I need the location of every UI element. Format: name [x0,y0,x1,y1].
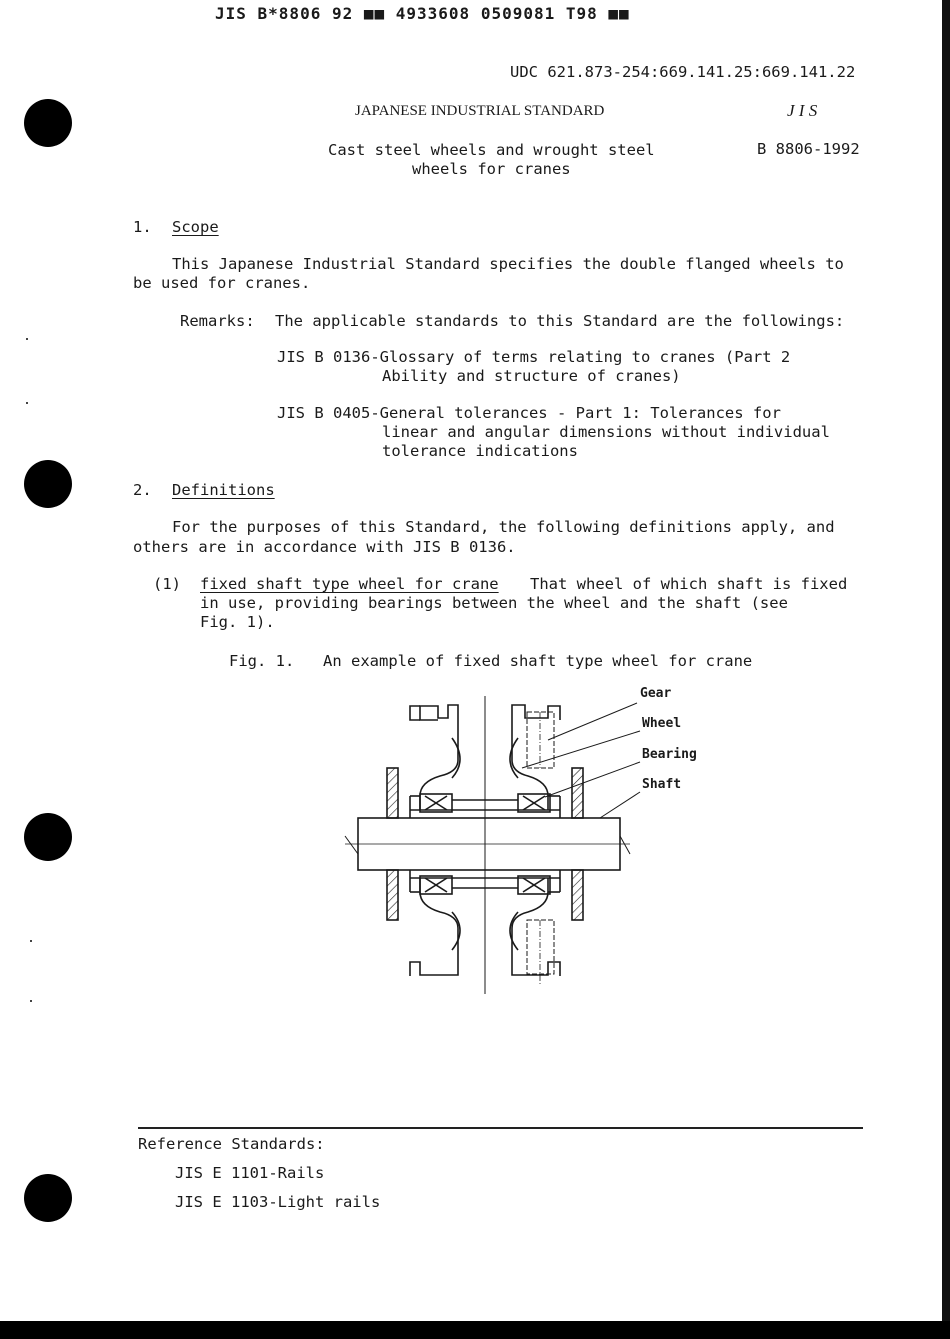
leader-shaft [600,792,640,818]
section-number: 2. [133,481,152,499]
scan-speck [26,338,28,340]
bearing [420,794,452,812]
reference-heading: Reference Standards: [138,1135,325,1153]
leader-wheel [522,731,640,768]
standard-number: B 8806-1992 [757,140,860,158]
remarks-text: The applicable standards to this Standard are the followings: [275,312,845,330]
section-heading: Definitions [172,481,275,499]
shaft [358,818,620,870]
figure-caption: An example of fixed shaft type wheel for crane [323,652,753,670]
paragraph-line: This Japanese Industrial Standard specifies the double flanged wheels to [172,255,844,273]
scan-speck [30,1000,32,1002]
wheel-upper-profile [420,705,458,810]
title-line-2: wheels for cranes [412,160,571,178]
side-plate-left [387,768,398,818]
scan-edge-bar [942,0,950,1339]
reference-item: JIS E 1101-Rails [175,1164,325,1182]
label-shaft: Shaft [642,777,682,792]
item-number: (1) [153,575,181,593]
leader-gear [548,703,637,740]
wheel-upper-profile [410,706,420,720]
punch-hole [24,99,72,147]
udc-number: UDC 621.873-254:669.141.25:669.141.22 [510,63,856,81]
title-line-1: Cast steel wheels and wrought steel [328,141,655,159]
label-gear: Gear [640,686,672,701]
definition-text: Fig. 1). [200,613,275,631]
definition-text: That wheel of which shaft is fixed [530,575,848,593]
section-heading: Scope [172,218,219,236]
wheel-lower-profile [410,878,458,976]
label-wheel: Wheel [642,716,682,731]
figure-number: Fig. 1. [229,652,295,670]
section-number: 1. [133,218,152,236]
bearing [518,876,550,894]
gear [527,920,554,974]
paragraph-line: be used for cranes. [133,274,311,292]
label-bearing: Bearing [642,747,697,762]
punch-hole [24,813,72,861]
scan-speck [30,940,32,942]
scan-code: JIS B*8806 92 ■■ 4933608 0509081 T98 ■■ [215,4,630,23]
scan-speck [26,402,28,404]
reference-line: tolerance indications [382,442,578,460]
punch-hole [24,1174,72,1222]
reference-line: JIS B 0405-General tolerances - Part 1: Tolerances for [277,404,781,422]
paragraph-line: others are in accordance with JIS B 0136. [133,538,516,556]
bearing [420,876,452,894]
definition-text: in use, providing bearings between the wheel and the shaft (see [200,594,788,612]
wheel-lower-profile [512,878,560,976]
standard-type: JAPANESE INDUSTRIAL STANDARD [355,103,605,119]
side-plate-right [572,768,583,818]
footnote-rule [138,1127,863,1129]
reference-line: Ability and structure of cranes) [382,367,681,385]
wheel-upper-profile [512,705,560,810]
remarks-label: Remarks: [180,312,255,330]
reference-line: JIS B 0136-Glossary of terms relating to cranes (Part 2 [277,348,791,366]
definition-term: fixed shaft type wheel for crane [200,575,499,593]
reference-line: linear and angular dimensions without individual [382,423,830,441]
gear [527,712,554,768]
bearing [518,794,550,812]
side-plate-left [387,870,398,920]
reference-item: JIS E 1103-Light rails [175,1193,381,1211]
side-plate-right [572,870,583,920]
jis-mark: J I S [787,101,818,120]
scan-bottom-bar [0,1321,950,1339]
paragraph-line: For the purposes of this Standard, the following definitions apply, and [172,518,835,536]
punch-hole [24,460,72,508]
leader-bearing [545,762,640,797]
